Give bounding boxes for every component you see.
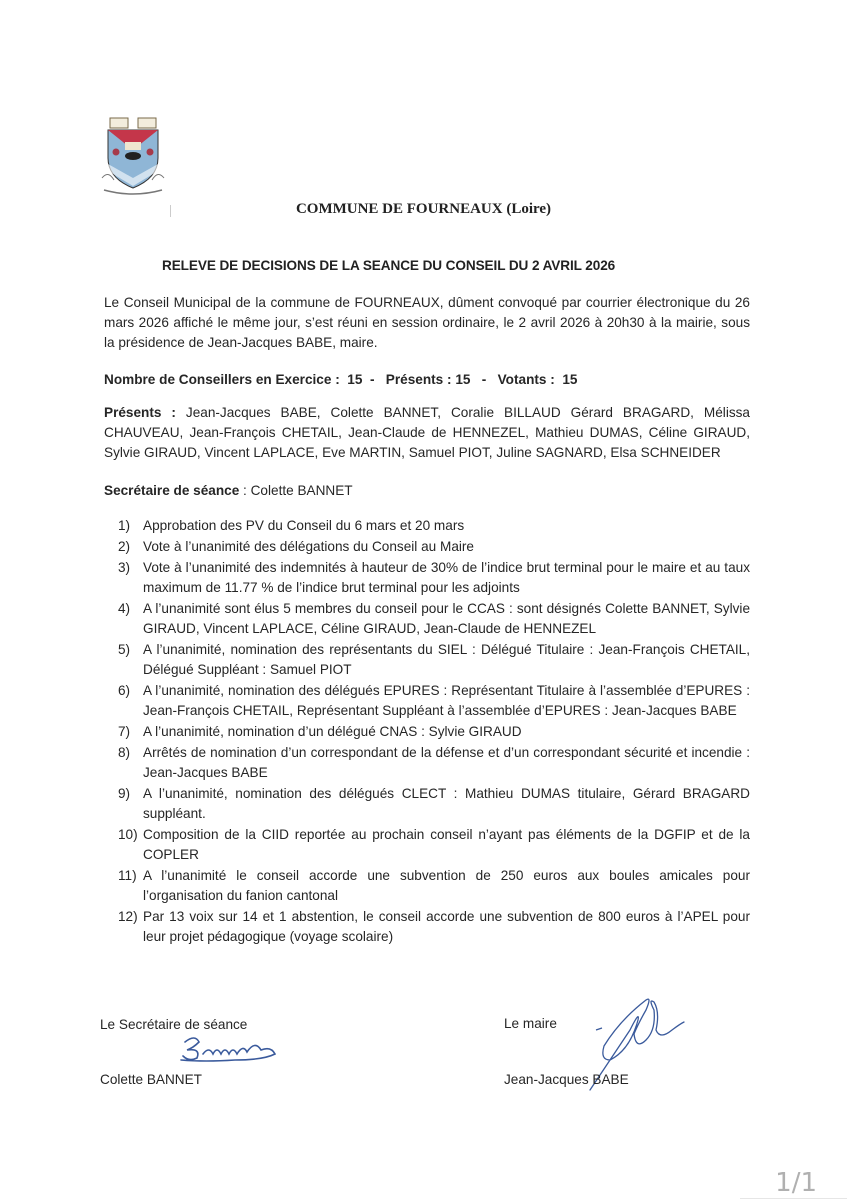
decision-text: A l’unanimité sont élus 5 membres du conseil pour le CCAS : sont désignés Colette BANNET, Sylvie GIRAUD, Vincent LAPLACE, Céline GIRAUD, Jean-Claude de HENNEZEL [143, 601, 750, 636]
secretary-name: Colette BANNET [100, 1072, 202, 1087]
decision-text: Vote à l’unanimité des indemnités à hauteur de 30% de l’indice brut terminal pour le maire et au taux maximum de 11.77 % de l’indice brut terminal pour les adjoints [143, 560, 750, 595]
secretary-signature-icon [175, 1030, 285, 1066]
council-counts: Nombre de Conseillers en Exercice : 15 - Présents : 15 - Votants : 15 [104, 372, 578, 387]
decision-number: 1) [118, 518, 131, 533]
session-secretary [104, 481, 353, 501]
decision-item [118, 743, 750, 783]
decision-number: 7) [118, 724, 131, 739]
decision-item [118, 907, 750, 947]
municipal-coat-of-arms-icon [100, 116, 166, 198]
commune-title: COMMUNE DE FOURNEAUX (Loire) [295, 201, 552, 217]
decision-text: A l’unanimité, nomination des représentants du SIEL : Délégué Titulaire : Jean-François CHETAIL, Délégué Suppléant : Samuel PIOT [143, 642, 750, 677]
decision-item [118, 825, 750, 865]
decision-number: 5) [118, 642, 131, 657]
decision-text: Arrêtés de nomination d’un correspondant de la défense et d’un correspondant sécurité et incendie : Jean-Jacques BABE [143, 745, 750, 780]
decision-item [118, 537, 750, 557]
mayor-signature-label: Le maire [504, 1016, 557, 1031]
decision-item [118, 681, 750, 721]
secretary-value: : Colette BANNET [239, 483, 353, 498]
mayor-name: Jean-Jacques BABE [504, 1072, 629, 1087]
decision-text: Vote à l’unanimité des délégations du Conseil au Maire [143, 539, 474, 554]
decision-item [118, 866, 750, 906]
decision-number: 4) [118, 601, 131, 616]
decision-number: 9) [118, 786, 131, 801]
secretary-signature-label: Le Secrétaire de séance [100, 1017, 248, 1032]
decision-number: 3) [118, 560, 131, 575]
decision-number: 11) [118, 868, 137, 883]
presents-names: Jean-Jacques BABE, Colette BANNET, Coralie BILLAUD Gérard BRAGARD, Mélissa CHAUVEAU, Jean-François CHETAIL, Jean-Claude de HENNEZEL, Mathieu DUMAS, Céline GIRAUD, Sylvie GIRAUD, Vincent LAPLACE, Eve MARTIN, Samuel PIOT, Juline SAGNARD, Elsa SCHNEIDER [104, 405, 750, 460]
page-counter: 1/1 [775, 1168, 817, 1198]
decision-item [118, 558, 750, 598]
decision-text: A l’unanimité, nomination des délégués CLECT : Mathieu DUMAS titulaire, Gérard BRAGARD suppléant. [143, 786, 750, 821]
presents-paragraph [104, 403, 750, 463]
decision-number: 12) [118, 909, 138, 924]
decision-item [118, 722, 750, 742]
decision-item [118, 599, 750, 639]
decision-item [118, 784, 750, 824]
intro-paragraph: Le Conseil Municipal de la commune de FOURNEAUX, dûment convoqué par courrier électronique du 26 mars 2026 affiché le même jour, s’est réuni en session ordinaire, le 2 avril 2026 à 20h30 à la mairie, sous la présidence de Jean-Jacques BABE, maire. [104, 295, 750, 350]
decision-number: 10) [118, 827, 138, 842]
presents-label: Présents : [104, 405, 176, 420]
decision-text: Par 13 voix sur 14 et 1 abstention, le conseil accorde une subvention de 800 euros à l’APEL pour leur projet pédagogique (voyage scolaire) [143, 909, 750, 944]
decision-text: Approbation des PV du Conseil du 6 mars et 20 mars [143, 518, 465, 533]
page-divider [740, 1198, 847, 1199]
decision-item [118, 516, 750, 536]
decision-number: 8) [118, 745, 131, 760]
decisions-list [118, 516, 750, 948]
decision-text: A l’unanimité, nomination des délégués EPURES : Représentant Titulaire à l’assemblée d’EPURES : Jean-François CHETAIL, Représentant Suppléant à l’assemblée d’EPURES : Jean-Jacques BABE [143, 683, 750, 718]
secretary-label: Secrétaire de séance [104, 483, 240, 498]
decision-text: Composition de la CIID reportée au prochain conseil n’ayant pas éléments de la DGFIP et de la COPLER [143, 827, 750, 862]
decision-number: 6) [118, 683, 131, 698]
decision-text: A l’unanimité, nomination d’un délégué CNAS : Sylvie GIRAUD [143, 724, 522, 739]
decision-text: A l’unanimité le conseil accorde une subvention de 250 euros aux boules amicales pour l’organisation du fanion cantonal [143, 868, 750, 903]
decision-number: 2) [118, 539, 131, 554]
document-title: RELEVE DE DECISIONS DE LA SEANCE DU CONSEIL DU 2 AVRIL 2026 [162, 258, 616, 273]
decision-item [118, 640, 750, 680]
